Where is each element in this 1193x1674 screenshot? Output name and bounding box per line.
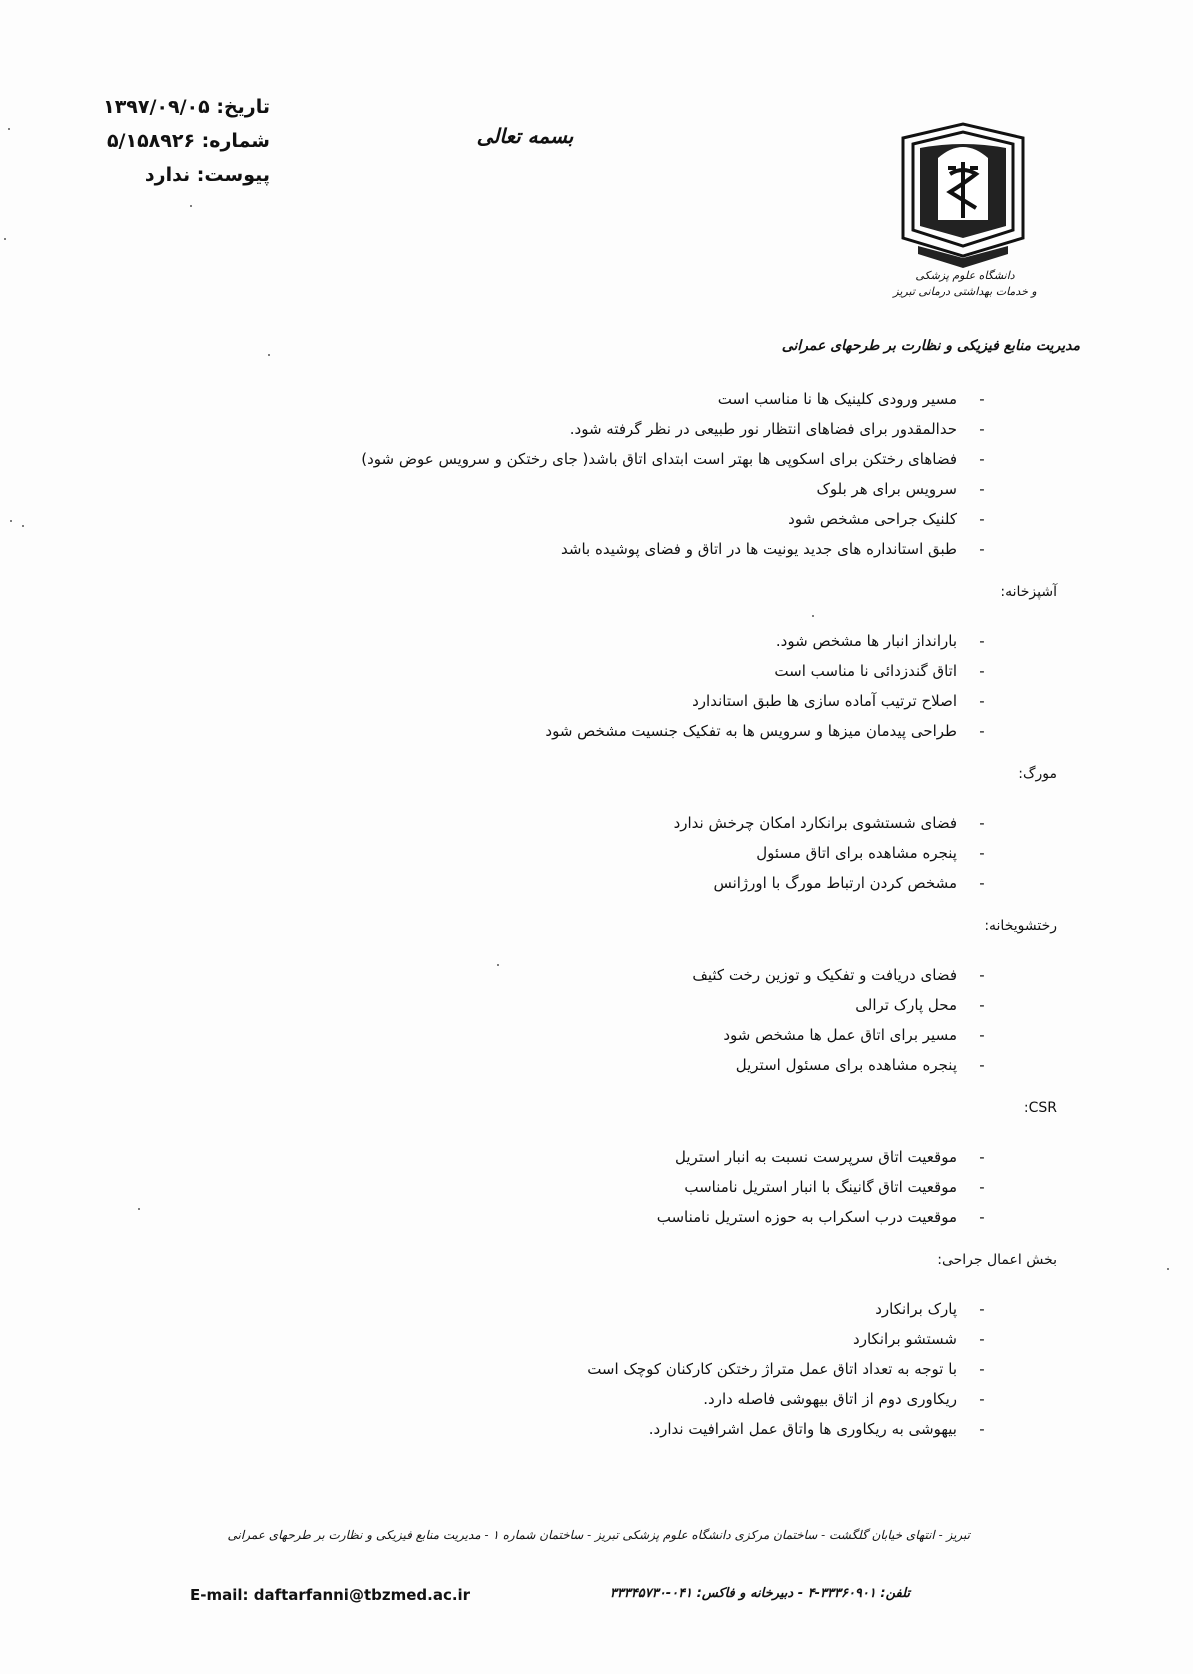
scan-speck [10,520,12,522]
list-item-text: بیهوشی به ریکاوری ها واتاق عمل اشرافیت ندارد. [648,1420,957,1438]
list-item-text: شستشو برانکارد [853,1330,957,1348]
bullet-dash: - [979,480,985,498]
list-item [213,384,993,414]
list-item-text: ریکاوری دوم از اتاق بیهوشی فاصله دارد. [703,1390,957,1408]
bullet-dash: - [979,632,985,650]
list-item-text: مشخص کردن ارتباط مورگ با اورژانس [713,874,957,892]
scan-speck [812,615,814,617]
bullet-dash: - [979,1420,985,1438]
scan-speck [138,1208,140,1210]
bullet-dash: - [979,450,985,468]
list-item-text: بارانداز انبار ها مشخص شود. [775,632,957,650]
bullet-dash: - [979,1178,985,1196]
list-item-text: فضای دریافت و تفکیک و توزین رخت کثیف [692,966,957,984]
list-item-text: موقعیت درب اسکراب به حوزه استریل نامناسب [656,1208,957,1226]
scan-speck [8,128,10,130]
bullet-dash: - [979,662,985,680]
letter-date: تاریخ: ۱۳۹۷/۰۹/۰۵ [103,96,270,118]
footer-phones: تلفن: ۳۳۳۶۰۹۰۱-۴ - دبیرخانه و فاکس: ۰۴۱-۳۳۳۴۵۷۳۰ [609,1586,910,1601]
basmala: بسمه تعالی [476,124,574,148]
list-item-text: موقعیت اتاق سرپرست نسبت به انبار استریل [675,1148,957,1166]
bullet-dash: - [979,966,985,984]
list-item [213,1050,993,1080]
bullet-dash: - [979,996,985,1014]
university-logo-icon [898,118,1028,270]
list-item [213,1384,993,1414]
bullet-dash: - [979,814,985,832]
list-item-text: طراحی پیدمان میزها و سرویس ها به تفکیک جنسیت مشخص شود [545,722,957,740]
bullet-dash: - [979,1330,985,1348]
section-heading-laundry: رختشویخانه: [984,918,1057,934]
list-item [213,686,993,716]
bullet-dash: - [979,692,985,710]
list-item [213,1172,993,1202]
scan-speck [268,354,270,356]
list-item [213,1020,993,1050]
list-item [213,808,993,838]
list-item-text: پارک برانکارد [875,1300,957,1318]
logo-caption-line2: و خدمات بهداشتی درمانی تبریز [893,285,1037,298]
csr-list [213,1142,993,1232]
department-title: مدیریت منابع فیزیکی و نظارت بر طرحهای عمرانی [781,338,1080,354]
list-item [213,1354,993,1384]
section-heading-morgue: مورگ: [1018,766,1057,782]
list-item [213,656,993,686]
list-item [213,474,993,504]
bullet-dash: - [979,420,985,438]
letter-body [213,384,1057,1452]
list-item [213,960,993,990]
list-item [213,1324,993,1354]
section-heading-csr: CSR: [1023,1100,1057,1116]
list-item [213,534,993,564]
scan-speck [4,238,6,240]
bullet-dash: - [979,874,985,892]
list-item-text: پنجره مشاهده برای اتاق مسئول [756,844,957,862]
list-item-text: کلنیک جراحی مشخص شود [788,510,957,528]
list-item [213,838,993,868]
letter-number: شماره: ۵/۱۵۸۹۲۶ [106,130,270,152]
list-item-text: اصلاح ترتیب آماده سازی ها طبق استاندارد [692,692,957,710]
morgue-list [213,808,993,898]
intro-list [213,384,993,564]
list-item-text: فضاهای رختکن برای اسکوپی ها بهتر است ابتدای اتاق باشد( جای رختکن و سرویس عوض شود) [361,450,957,468]
list-item [213,414,993,444]
list-item-text: موقعیت اتاق گانینگ با انبار استریل نامناسب [684,1178,957,1196]
scan-speck [22,525,24,527]
list-item-text: اتاق گندزدائی نا مناسب است [774,662,957,680]
list-item [213,626,993,656]
list-item-text: فضای شستشوی برانکارد امکان چرخش ندارد [673,814,957,832]
bullet-dash: - [979,844,985,862]
bullet-dash: - [979,510,985,528]
bullet-dash: - [979,390,985,408]
bullet-dash: - [979,1026,985,1044]
footer-address: تبریز - انتهای خیابان گلگشت - ساختمان مرکزی دانشگاه علوم پزشکی تبریز - ساختمان شماره ۱ - مدیریت منابع فیزیکی و نظارت بر طرحهای عمرانی [227,1528,970,1542]
bullet-dash: - [979,1056,985,1074]
list-item [213,1142,993,1172]
list-item-text: سرویس برای هر بلوک [816,480,957,498]
list-item [213,1414,993,1444]
list-item [213,504,993,534]
bullet-dash: - [979,1208,985,1226]
list-item-text: مسیر برای اتاق عمل ها مشخص شود [723,1026,957,1044]
list-item-text: پنجره مشاهده برای مسئول استریل [735,1056,957,1074]
list-item-text: طبق استانداره های جدید یونیت ها در اتاق و فضای پوشیده باشد [561,540,957,558]
letter-meta [103,90,270,192]
list-item [213,1294,993,1324]
surgery-list [213,1294,993,1444]
logo-caption [880,268,1050,300]
list-item [213,1202,993,1232]
logo-caption-line1: دانشگاه علوم پزشکی [915,269,1015,282]
list-item [213,868,993,898]
scan-speck [497,964,499,966]
list-item [213,716,993,746]
bullet-dash: - [979,540,985,558]
bullet-dash: - [979,722,985,740]
scan-speck [190,205,192,207]
bullet-dash: - [979,1300,985,1318]
bullet-dash: - [979,1360,985,1378]
list-item-text: مسیر ورودی کلینیک ها نا مناسب است [717,390,957,408]
footer-contact [190,1586,910,1604]
section-heading-surgery: بخش اعمال جراحی: [937,1252,1057,1268]
bullet-dash: - [979,1390,985,1408]
list-item [213,990,993,1020]
scan-speck [1167,1268,1169,1270]
laundry-list [213,960,993,1080]
section-heading-kitchen: آشپزخانه: [1000,584,1057,600]
list-item [213,444,993,474]
list-item-text: با توجه به تعداد اتاق عمل متراژ رختکن کارکنان کوچک است [587,1360,957,1378]
kitchen-list [213,626,993,746]
bullet-dash: - [979,1148,985,1166]
letter-attachment: پیوست: ندارد [144,164,270,186]
list-item-text: حدالمقدور برای فضاهای انتظار نور طبیعی در نظر گرفته شود. [569,420,957,438]
footer-email: E-mail: daftarfanni@tbzmed.ac.ir [190,1586,471,1604]
list-item-text: محل پارک ترالی [855,996,957,1014]
